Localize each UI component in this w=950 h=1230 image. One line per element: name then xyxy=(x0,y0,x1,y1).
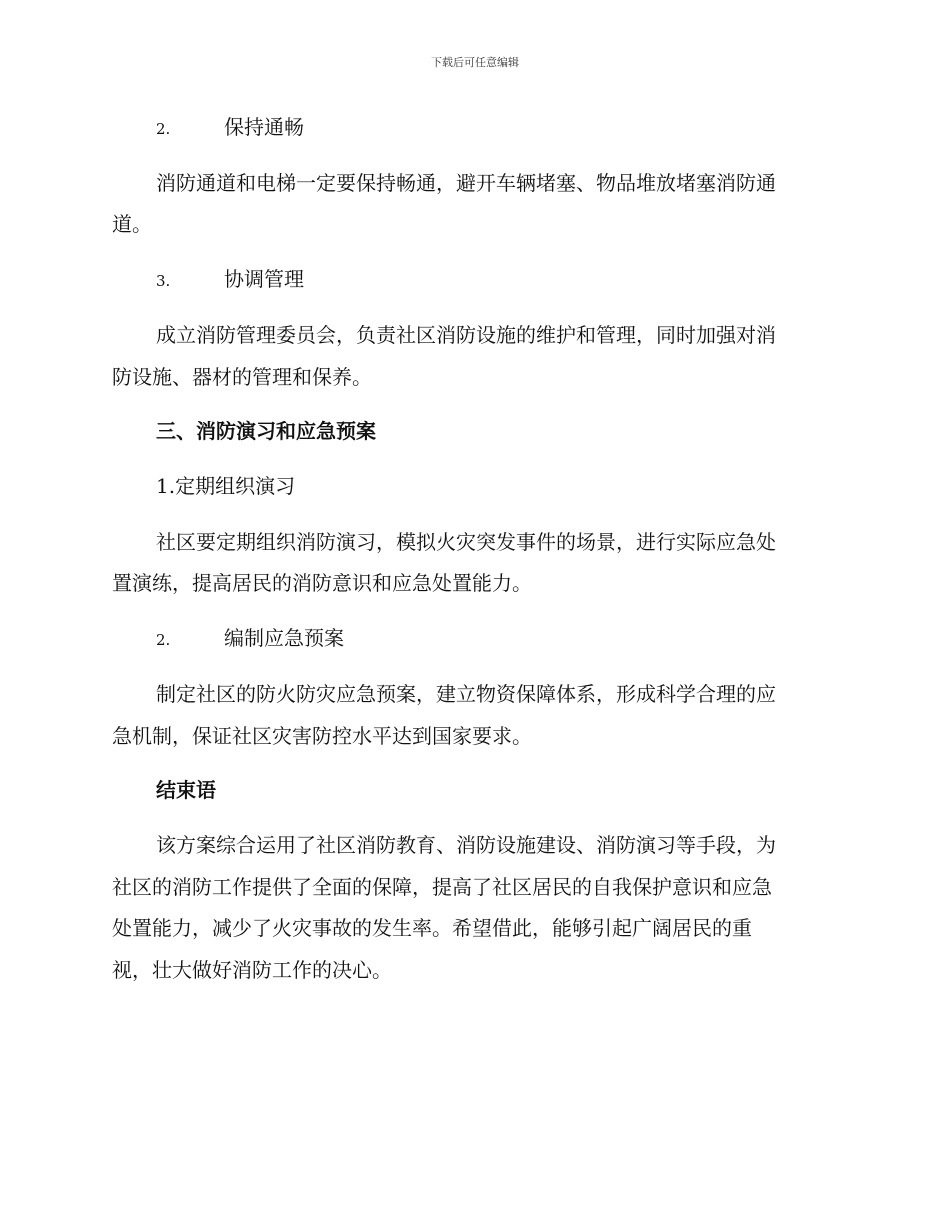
list-title: 保持通畅 xyxy=(224,115,304,139)
paragraph-line: 处置能力，减少了火灾事故的发生率。希望借此，能够引起广阔居民的重 xyxy=(112,916,752,940)
paragraph-line: 置演练，提高居民的消防意识和应急处置能力。 xyxy=(112,571,532,595)
paragraph-line: 急机制，保证社区灾害防控水平达到国家要求。 xyxy=(112,724,532,748)
paragraph-line: 视，壮大做好消防工作的决心。 xyxy=(112,958,392,982)
paragraph-line: 制定社区的防火防灾应急预案，建立物资保障体系，形成科学合理的应 xyxy=(156,682,776,706)
list-item-emergency-plan xyxy=(156,628,876,650)
section-heading: 三、消防演习和应急预案 xyxy=(156,419,376,443)
paragraph-line: 道。 xyxy=(112,212,152,236)
list-item-keep-clear xyxy=(156,117,876,139)
list-item-coordinate-management xyxy=(156,269,876,291)
paragraph-line: 社区要定期组织消防演习，模拟火灾突发事件的场景，进行实际应急处 xyxy=(156,530,776,554)
paragraph-line: 消防通道和电梯一定要保持畅通，避开车辆堵塞、物品堆放堵塞消防通 xyxy=(156,171,776,195)
list-number: 3. xyxy=(156,272,171,290)
list-item-drills: 1.定期组织演习 xyxy=(156,474,296,498)
conclusion-heading: 结束语 xyxy=(156,778,216,802)
list-title: 编制应急预案 xyxy=(224,626,344,650)
header-note: 下载后可任意编辑 xyxy=(431,56,519,69)
paragraph-line: 防设施、器材的管理和保养。 xyxy=(112,365,372,389)
list-title: 协调管理 xyxy=(224,267,304,291)
list-number: 2. xyxy=(156,120,171,138)
paragraph-line: 该方案综合运用了社区消防教育、消防设施建设、消防演习等手段，为 xyxy=(156,833,776,857)
list-number: 2. xyxy=(156,631,171,649)
paragraph-line: 社区的消防工作提供了全面的保障，提高了社区居民的自我保护意识和应急 xyxy=(112,875,772,899)
paragraph-line: 成立消防管理委员会，负责社区消防设施的维护和管理，同时加强对消 xyxy=(156,323,776,347)
